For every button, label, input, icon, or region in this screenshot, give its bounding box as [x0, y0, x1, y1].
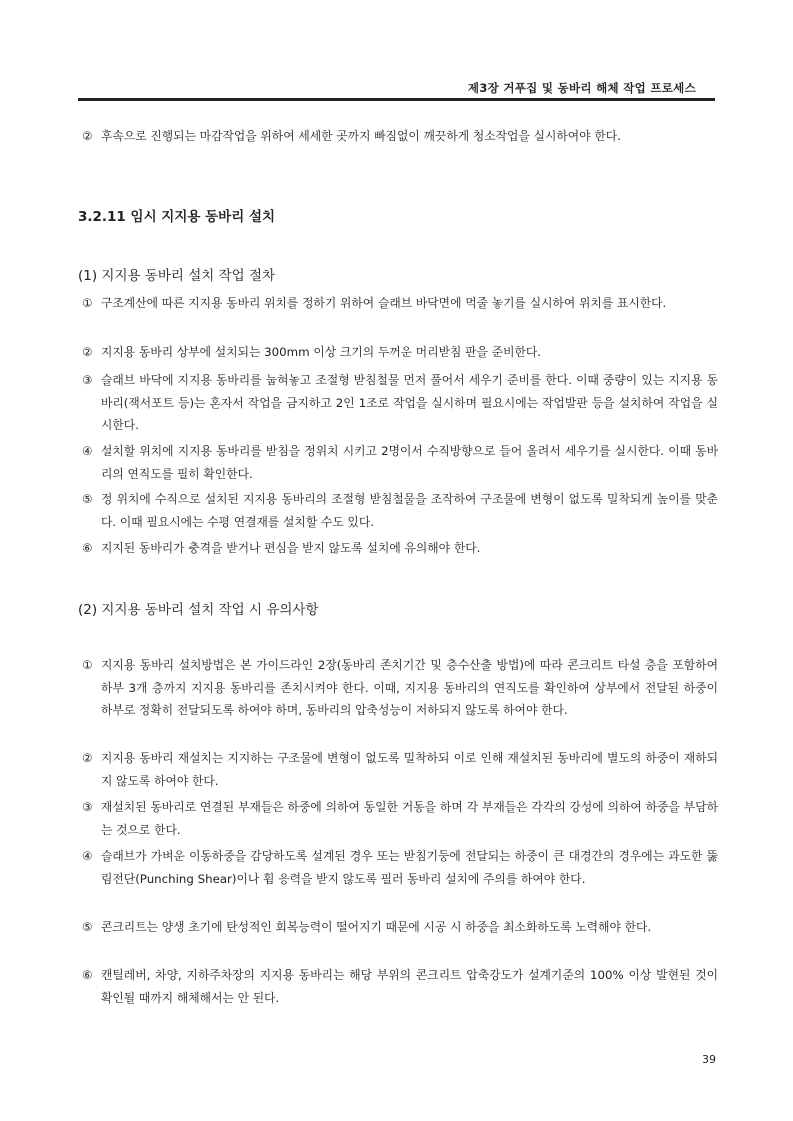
item-text: 설치할 위치에 지지용 동바리를 받침을 정위치 시키고 2명이서 수직방향으로 들어 올려서 세우기를 실시한다. 이때 동바리의 연직도를 필히 확인한다. — [101, 444, 718, 481]
part1-item-5 — [78, 488, 718, 533]
item-text: 캔틸레버, 차양, 지하주차장의 지지용 동바리는 해당 부위의 콘크리트 압축강도가 설계기준의 100% 이상 발현된 것이 확인될 때까지 해체해서는 안 된다. — [101, 968, 718, 1005]
item-number: ① — [82, 658, 93, 672]
item-number: ④ — [82, 444, 93, 458]
part2-item-6 — [78, 964, 718, 1009]
part1-heading: (1) 지지용 동바리 설치 작업 절차 — [78, 268, 276, 284]
item-text: 재설치된 동바리로 연결된 부재들은 하중에 의하여 동일한 거동을 하며 각 부재들은 각각의 강성에 의하여 하중을 부담하는 것으로 한다. — [101, 800, 718, 837]
item-text: 슬래브가 가벼운 이동하중을 감당하도록 설계된 경우 또는 받침기둥에 전달되는 하중이 큰 대경간의 경우에는 과도한 뚫림전단(Punching Shear)이나 휨 응력을 받지 않도록 필러 동바리 설치에 주의를 하여야 한다. — [101, 849, 718, 886]
section-heading: 3.2.11 임시 지지용 동바리 설치 — [78, 209, 276, 225]
item-number: ② — [82, 345, 93, 359]
item-number: ③ — [82, 800, 93, 814]
part2-item-1 — [78, 654, 718, 722]
item-text: 지지용 동바리 설치방법은 본 가이드라인 2장(동바리 존치기간 및 층수산출 방법)에 따라 콘크리트 타설 층을 포함하여 하부 3개 층까지 지지용 동바리를 존치시켜야 한다. 이때, 지지용 동바리의 연직도를 확인하여 상부에서 전달된 하중이 하부로 정확히 전달되도록 하여야 하며, 동바리의 압축성능이 저하되지 않도록 하여야 한다. — [101, 658, 718, 717]
item-number: ⑥ — [82, 968, 93, 982]
item-number: ⑥ — [82, 541, 93, 555]
item-number: ④ — [82, 849, 93, 863]
item-text: 콘크리트는 양생 초기에 탄성적인 회복능력이 떨어지기 때문에 시공 시 하중을 최소화하도록 노력해야 한다. — [101, 920, 652, 934]
item-text: 지지용 동바리 재설치는 지지하는 구조물에 변형이 없도록 밀착하되 이로 인해 재설치된 동바리에 별도의 하중이 재하되지 않도록 하여야 한다. — [101, 751, 718, 788]
part1-item-2 — [78, 341, 718, 364]
part1-item-1 — [78, 292, 718, 315]
part2-item-3 — [78, 796, 718, 841]
part2-item-2 — [78, 747, 718, 792]
item-text: 지지된 동바리가 충격을 받거나 편심을 받지 않도록 설치에 유의해야 한다. — [101, 541, 481, 555]
page-header-title: 제3장 거푸집 및 동바리 해체 작업 프로세스 — [467, 81, 696, 95]
item-text: 구조계산에 따른 지지용 동바리 위치를 정하기 위하여 슬래브 바닥면에 먹줄 놓기를 실시하여 위치를 표시한다. — [101, 296, 667, 310]
intro-item — [78, 125, 718, 148]
part2-heading: (2) 지지용 동바리 설치 작업 시 유의사항 — [78, 602, 319, 618]
item-number: ③ — [82, 373, 93, 387]
item-text: 슬래브 바닥에 지지용 동바리를 눕혀놓고 조절형 받침철물 먼저 풀어서 세우기 준비를 한다. 이때 중량이 있는 지지용 동바리(잭서포트 등)는 혼자서 작업을 금지하고 2인 1조로 작업을 실시하며 필요시에는 작업발판 등을 설치하여 작업을 실시한다. — [101, 373, 718, 432]
item-number: ② — [82, 751, 93, 765]
part2-item-4 — [78, 845, 718, 890]
item-number: ⑤ — [82, 492, 93, 506]
item-text: 정 위치에 수직으로 설치된 지지용 동바리의 조절형 받침철물을 조작하여 구조물에 변형이 없도록 밀착되게 높이를 맞춘다. 이때 필요시에는 수평 연결재를 설치할 수도 있다. — [101, 492, 718, 529]
item-number: ① — [82, 296, 93, 310]
part2-item-5 — [78, 916, 718, 939]
part1-item-3 — [78, 369, 718, 437]
part1-item-4 — [78, 440, 718, 485]
part1-item-6 — [78, 537, 718, 560]
item-text: 지지용 동바리 상부에 설치되는 300mm 이상 크기의 두꺼운 머리받침 판을 준비한다. — [101, 345, 542, 359]
item-number: ② — [82, 129, 93, 143]
item-text: 후속으로 진행되는 마감작업을 위하여 세세한 곳까지 빠짐없이 깨끗하게 청소작업을 실시하여야 한다. — [101, 129, 621, 143]
page-number: 39 — [702, 1053, 716, 1066]
item-number: ⑤ — [82, 920, 93, 934]
header-rule — [78, 98, 715, 101]
